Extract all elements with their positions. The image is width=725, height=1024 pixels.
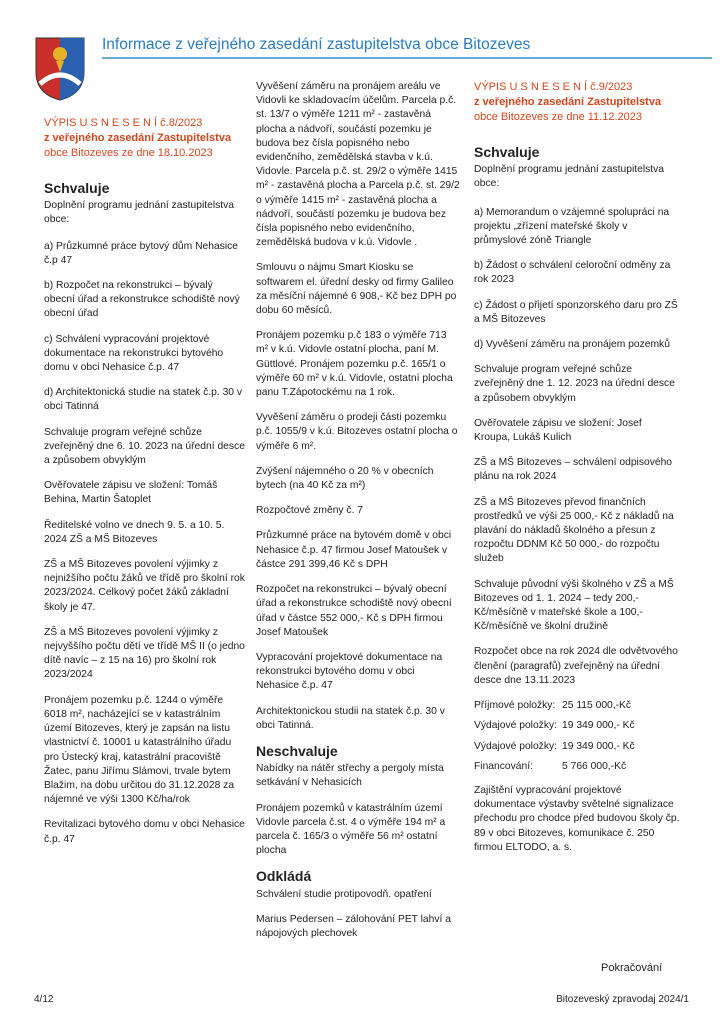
section-heading-schvaluje: Schvaluje [44,180,110,196]
resolution-date: obce Bitozeves ze dne 11.12.2023 [474,111,642,123]
list-item: Vyvěšení záměru na pronájem areálu ve Vidovli ke skladovacím účelům. Parcela p.č. st. 13/7 o výměře 1211 m² - zastavěná plocha a nádvoří, součástí pozemku je budova bez čísla popisného nebo evidenčního, zemědělská stavba v k.ú. Vidovle. Parcela p.č. st. 29/2 o výměře 1415 m² - zastavěná plocha a Parcela p.č. st. 29/2 o výměře 1415 m² - zastavěná plocha a nádvoří, součástí pozemku je budova bez čísla popisného nebo evidenčního, zemědělská budova v k.ú. Vidovle . [256,81,460,249]
finance-label: Financování: [474,760,533,772]
list-item: Vypracování projektové dokumentace na rekonstrukci bytového domu v obci Nehasice č.p. 47 [256,651,443,692]
list-item: Ředitelské volno ve dnech 9. 5. a 10. 5. 2024 ZŠ a MŠ Bitozeves [44,519,225,545]
list-item: c) Schválení vypracování projektové dokumentace na rekonstrukci bytového domu v obci Nehasice č.p. 47 [44,333,224,374]
finance-row [474,699,680,713]
continue-label: Pokračování [601,962,663,974]
list-item: b) Rozpočet na rekonstrukci – bývalý obecní úřad a rekonstrukce schodiště nový obecní úřad [44,280,240,320]
title-rule [102,57,712,59]
finance-value: 25 115 000,-Kč [562,700,632,712]
list-item: Pronájem pozemku p.č. 1244 o výměře 6018 m², nacházející se v katastrálním území Bitozeves, který je zapsán na listu vlastnictví č. 10001 u katastrálního úřadu pro Ústecký kraj, katastrální pracoviště Žatec, panu Jiřímu Slámovi, trvale bytem Blažim, na dobu určitou do 31.12.2028 za nájemné ve výši 1300 Kč/ha/rok [44,694,235,806]
resolution-subtitle: z veřejného zasedání Zastupitelstva [474,96,662,108]
list-item: Zajištění vypracování projektové dokumentace výstavby světelné signalizace přechodu pro chodce před budovou školy čp. 89 v obci Bitozeves, komunikace č. 250 firmou ELTODO, a. s. [474,784,680,853]
resolution-date: obce Bitozeves ze dne 18.10.2023 [44,147,213,159]
list-item: a) Memorandum o vzájemné spolupráci na projektu „zřízení mateřské školy v průmyslové zóně Triangle [474,206,670,247]
finance-table [474,699,680,774]
list-item: Smlouvu o nájmu Smart Kiosku se softwarem el. úřední desky od firmy Galileo za měsíční nájemné 6 908,- Kč bez DPH po dobu 60 měsíců. [256,262,457,317]
list-item: b) Žádost o schválení celoroční odměny za rok 2023 [474,260,671,286]
finance-value: 19 349 000,- Kč [562,720,635,732]
section-heading-schvaluje: Schvaluje [474,144,540,160]
resolution-9-header [474,80,680,125]
list-item: Rozpočtové změny č. 7 [256,505,364,517]
finance-row [474,719,680,733]
finance-label: Výdajové položky: [474,720,557,732]
list-item: Rozpočet na rekonstrukci – bývalý obecní úřad a rekonstrukce schodiště nový obecní úřad v částce 552 000,- Kč s DPH firmou Josef Matoušek [256,584,452,638]
list-item: Zvýšení nájemného o 20 % v obecních bytech (na 40 Kč za m²) [256,465,434,492]
list-item: Architektonickou studii na statek č.p. 30 v obci Tatinná. [256,705,445,731]
list-item: Vyvěšení záměru o prodeji části pozemku p.č. 1055/9 v k.ú. Bitozeves ostatní plocha o výměře 6 m². [256,412,458,452]
list-item: d) Architektonická studie na statek č.p. 30 v obci Tatinná [44,387,243,413]
column-middle [256,80,460,952]
list-item: ZŠ a MŠ Bitozeves převod finančních prostředků ve výši 25 000,- Kč z nákladů na plavání do nákladů školného a přesun z rozpočtu DDNM Kč 50 000,- do rozpočtu služeb [474,496,674,565]
resolution-title: VÝPIS U S N E S E N Í č.9/2023 [474,81,633,93]
resolution-subtitle: z veřejného zasedání Zastupitelstva [44,132,232,144]
list-item: ZŠ a MŠ Bitozeves – schválení odpisového plánu na rok 2024 [474,457,673,483]
finance-value: 5 766 000,-Kč [562,760,627,772]
list-item: Rozpočet obce na rok 2024 dle odvětvového členění (paragrafů) zveřejněný na úřední desce dne 13.11.2023 [474,646,678,686]
list-item: Ověřovatele zápisu ve složení: Josef Kroupa, Lukáš Kulich [474,417,642,444]
list-item: Průzkumné práce na bytovém domě v obci Nehasice č.p. 47 firmou Josef Matoušek v částce 291 399,46 Kč s DPH [256,530,452,570]
column-right [474,80,680,866]
list-item: Nabídky na nátěr střechy a pergoly místa setkávání v Nehasicích [256,763,444,789]
list-item: Schvaluje program veřejné schůze zveřejněný dne 1. 12. 2023 na úřední desce a způsobem obvyklým [474,364,675,404]
list-item: Marius Pedersen – zálohování PET lahví a nápojových plechovek [256,913,451,939]
issue-label: Bitozeveský zpravodaj 2024/1 [556,994,689,1005]
list-item: Ověřovatele zápisu ve složení: Tomáš Behina, Martin Šatoplet [44,480,218,506]
list-item: ZŠ a MŠ Bitozeves povolení výjimky z nejnižšího počtu žáků ve třídě pro školní rok 2023/2024. Celkový počet žáků základní školy je 47. [44,559,245,613]
finance-row [474,740,680,754]
resolution-title: VÝPIS U S N E S E N Í č.8/2023 [44,117,203,129]
list-item: d) Vyvěšení záměru na pronájem pozemků [474,339,670,351]
list-item: Schválení studie protipovodň. opatření [256,888,432,900]
list-item: Doplnění programu jednání zastupitelstva obce: [474,164,665,190]
finance-row [474,760,680,774]
finance-value: 19 349 000,- Kč [562,740,635,752]
list-item: Schvaluje původní výši školného v ZŠ a MŠ Bitozeves od 1. 1. 2024 – tedy 200,- Kč/měsíčně v mateřské škole a 100,- Kč/měsíčně ve školní družině [474,578,674,633]
section-heading-neschvaluje: Neschvaluje [256,742,338,759]
column-left [44,116,246,858]
list-item: Pronájem pozemků v katastrálním území Vidovle parcela č.st. 4 o výměře 194 m² a parcela č. 165/3 o výměře 56 m² ostatní plocha [256,802,446,857]
list-item: c) Žádost o přijetí sponzorského daru pro ZŠ a MŠ Bitozeves [474,299,678,325]
list-item: Pronájem pozemku p.č 183 o výměře 713 m² v k.ú. Vidovle ostatní plocha, paní M. Güttlové. Pronájem pozemku p.č. 165/1 o výměře 60 m² v k.ú. Vidovle, ostatní plocha panu T.Zápotockému na 1 rok. [256,330,453,399]
list-item: a) Průzkumné práce bytový dům Nehasice č.p 47 [44,240,239,266]
finance-label: Příjmové položky: [474,700,556,712]
list-item: Doplnění programu jednání zastupitelstva obce: [44,200,235,226]
list-item: ZŠ a MŠ Bitozeves povolení výjimky z nejvyššího počtu dětí ve třídě MŠ II (o jedno dítě navíc – z 15 na 16) pro školní rok 2023/2024 [44,626,245,681]
list-item: Schvaluje program veřejné schůze zveřejněný dne 6. 10. 2023 na úřední desce a způsobem obvyklým [44,426,245,467]
page-title: Informace z veřejného zasedání zastupitelstva obce Bitozeves [102,36,531,53]
section-heading-odklada: Odkládá [256,868,312,885]
coat-of-arms-icon [34,36,86,102]
list-item: Revitalizaci bytového domu v obci Nehasice č.p. 47 [44,819,245,845]
finance-label: Výdajové položky: [474,740,557,752]
resolution-8-header [44,116,246,161]
page-number: 4/12 [34,994,54,1005]
